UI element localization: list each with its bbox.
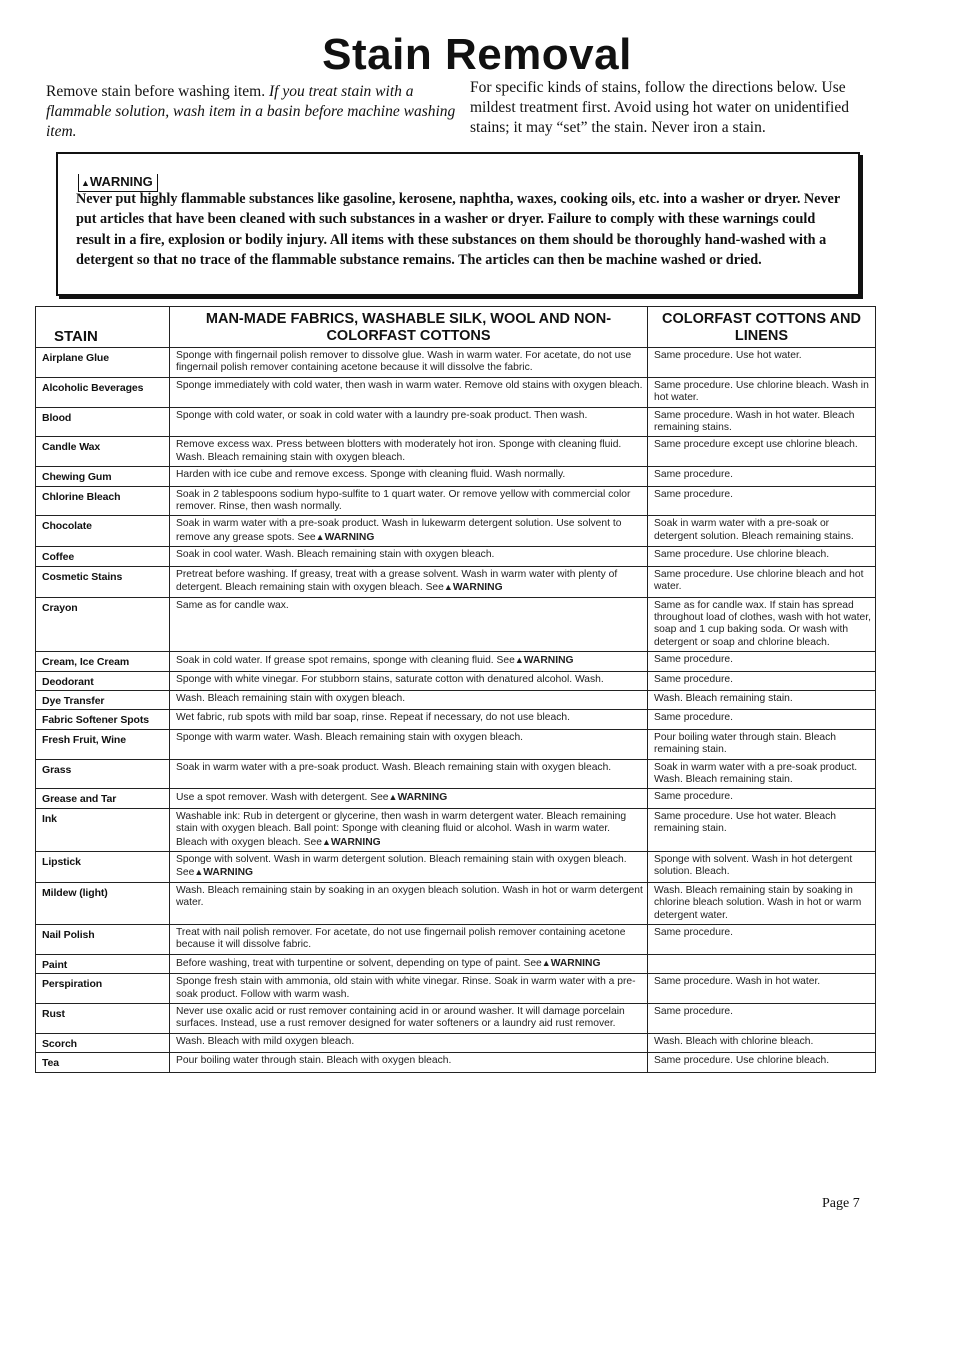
table-row	[36, 516, 876, 547]
table-row	[36, 925, 876, 955]
stain-name: Fresh Fruit, Wine	[36, 729, 170, 759]
man-made-procedure-text: Pour boiling water through stain. Bleach with oxygen bleach.	[176, 1055, 452, 1067]
man-made-procedure	[170, 954, 648, 973]
man-made-procedure-text: Soak in warm water with a pre-soak product. Wash. Bleach remaining stain with oxygen bleach.	[176, 761, 612, 773]
man-made-procedure	[170, 974, 648, 1004]
warning-triangle-icon: ▲	[81, 178, 90, 188]
colorfast-procedure: Same procedure. Use chlorine bleach.	[648, 1053, 876, 1072]
man-made-procedure	[170, 1053, 648, 1072]
table-row	[36, 759, 876, 789]
table-row	[36, 690, 876, 709]
stain-name: Tea	[36, 1053, 170, 1072]
man-made-procedure-text: Wash. Bleach with mild oxygen bleach.	[176, 1035, 355, 1047]
colorfast-procedure: Wash. Bleach remaining stain by soaking in chlorine bleach solution. Wash in hot or warm detergent water.	[648, 882, 876, 924]
table-row	[36, 348, 876, 378]
man-made-procedure	[170, 1004, 648, 1034]
man-made-procedure-text: Use a spot remover. Wash with detergent. See	[176, 792, 389, 804]
man-made-procedure-text: Soak in cool water. Wash. Bleach remaining stain with oxygen bleach.	[176, 549, 495, 561]
stain-name: Grass	[36, 759, 170, 789]
table-row	[36, 437, 876, 467]
table-row	[36, 729, 876, 759]
warning-triangle-icon: ▲	[321, 836, 331, 847]
stain-name: Lipstick	[36, 852, 170, 883]
man-made-procedure	[170, 467, 648, 486]
table-header-row	[36, 307, 876, 348]
warning-triangle-icon: ▲	[194, 867, 204, 878]
warning-triangle-icon: ▲	[541, 957, 551, 968]
man-made-procedure	[170, 690, 648, 709]
colorfast-procedure: Sponge with solvent. Wash in hot detergent solution. Bleach.	[648, 852, 876, 883]
colorfast-procedure: Same procedure.	[648, 710, 876, 729]
man-made-procedure	[170, 547, 648, 566]
man-made-procedure-text: Before washing, treat with turpentine or solvent, depending on type of paint. See	[176, 957, 542, 969]
man-made-procedure-text: Pretreat before washing. If greasy, treat with a grease solvent. Wash in warm water with plenty of detergent. Bleach remaining stain with oxygen bleach. See	[176, 568, 618, 594]
colorfast-procedure: Same procedure.	[648, 1004, 876, 1034]
warning-text: Never put highly flammable substances like gasoline, kerosene, naphtha, waxes, cooking oils, etc. into a washer or dryer. Never put articles that have been cleaned with such substances in a washer or dryer. Failure to comply with these warnings could result in a fire, explosion or bodily injury. All items with these substances on them should be thoroughly hand-washed with a detergent so that no trace of the flammable substance remains. The articles can then be machine washed or dried.	[76, 191, 840, 269]
table-row	[36, 710, 876, 729]
colorfast-procedure: Same procedure except use chlorine bleach.	[648, 437, 876, 467]
man-made-procedure	[170, 437, 648, 467]
man-made-procedure	[170, 710, 648, 729]
stain-name: Chewing Gum	[36, 467, 170, 486]
column-header-man-made: MAN-MADE FABRICS, WASHABLE SILK, WOOL AND NON-COLORFAST COTTONS	[170, 307, 648, 348]
man-made-procedure	[170, 729, 648, 759]
stain-name: Chlorine Bleach	[36, 486, 170, 516]
table-row	[36, 852, 876, 883]
stain-name: Fabric Softener Spots	[36, 710, 170, 729]
colorfast-procedure: Same procedure. Wash in hot water.	[648, 974, 876, 1004]
page-number: Page 7	[822, 1196, 860, 1211]
warning-reference: ▲WARNING	[541, 957, 601, 969]
colorfast-procedure: Same procedure. Use chlorine bleach and hot water.	[648, 566, 876, 597]
man-made-procedure-text: Sponge fresh stain with ammonia, old stain with white vinegar. Rinse. Soak in warm water with a pre-soak product. Follow with warm wash.	[176, 976, 636, 1000]
man-made-procedure-text: Sponge with solvent. Wash in warm detergent solution. Bleach remaining stain with oxygen bleach. See	[176, 854, 627, 879]
stain-name: Cream, Ice Cream	[36, 652, 170, 671]
stain-name: Cosmetic Stains	[36, 566, 170, 597]
man-made-procedure-text: Wash. Bleach remaining stain with oxygen bleach.	[176, 692, 406, 704]
table-row	[36, 377, 876, 407]
stain-name: Dye Transfer	[36, 690, 170, 709]
intro-left-italic: If you treat stain with a flammable solution, wash item in a basin before machine washing item.	[46, 83, 456, 140]
man-made-procedure-text: Wash. Bleach remaining stain by soaking in an oxygen bleach solution. Wash in hot or warm detergent water.	[176, 884, 643, 909]
warning-triangle-icon: ▲	[514, 655, 524, 666]
table-row	[36, 547, 876, 566]
warning-triangle-icon: ▲	[388, 792, 398, 803]
stain-name: Scorch	[36, 1033, 170, 1052]
man-made-procedure-text: Harden with ice cube and remove excess. Sponge with cleaning fluid. Wash normally.	[176, 469, 566, 481]
man-made-procedure-text: Washable ink: Rub in detergent or glycerine, then wash in warm detergent water. Bleach remaining stain with oxygen bleach. Ball point: Sponge with cleaning fluid or alcohol. Wash in warm water. Bleach with oxygen bleach. See	[176, 810, 627, 848]
colorfast-procedure: Same procedure.	[648, 925, 876, 955]
table-row	[36, 1053, 876, 1072]
warning-reference: ▲WARNING	[388, 792, 448, 804]
intro-right-paragraph: For specific kinds of stains, follow the directions below. Use mildest treatment first. Avoid using hot water on unidentified stains; it may “set” the stain. Never iron a stain.	[470, 79, 849, 136]
stain-name: Alcoholic Beverages	[36, 377, 170, 407]
stain-name: Ink	[36, 808, 170, 851]
colorfast-procedure	[648, 954, 876, 973]
man-made-procedure	[170, 377, 648, 407]
page-title: Stain Removal	[322, 30, 632, 79]
stain-name: Nail Polish	[36, 925, 170, 955]
warning-label: ▲WARNING	[78, 174, 158, 192]
colorfast-procedure: Wash. Bleach with chlorine bleach.	[648, 1033, 876, 1052]
warning-triangle-icon: ▲	[315, 531, 325, 542]
stain-name: Crayon	[36, 597, 170, 652]
man-made-procedure	[170, 759, 648, 789]
table-row	[36, 407, 876, 437]
stain-name: Airplane Glue	[36, 348, 170, 378]
colorfast-procedure: Same procedure. Use chlorine bleach. Wash in hot water.	[648, 377, 876, 407]
warning-triangle-icon: ▲	[443, 582, 453, 593]
stain-name: Coffee	[36, 547, 170, 566]
table-row	[36, 974, 876, 1004]
man-made-procedure	[170, 925, 648, 955]
stain-removal-table	[35, 306, 876, 1073]
man-made-procedure	[170, 882, 648, 924]
colorfast-procedure: Soak in warm water with a pre-soak or detergent solution. Bleach remaining stains.	[648, 516, 876, 547]
column-header-stain: STAIN	[36, 307, 170, 348]
colorfast-procedure: Wash. Bleach remaining stain.	[648, 690, 876, 709]
man-made-procedure-text: Sponge with fingernail polish remover to dissolve glue. Wash in warm water. For acetate, do not use fingernail polish remover containing acetone because it will dissolve the fabric.	[176, 350, 632, 374]
man-made-procedure	[170, 1033, 648, 1052]
man-made-procedure-text: Soak in cold water. If grease spot remains, sponge with cleaning fluid. See	[176, 655, 515, 667]
table-row	[36, 486, 876, 516]
warning-box	[56, 152, 860, 296]
table-row	[36, 1004, 876, 1034]
man-made-procedure-text: Soak in warm water with a pre-soak product. Wash in lukewarm detergent solution. Use solvent to remove any grease spots. See	[176, 518, 622, 543]
man-made-procedure-text: Sponge with warm water. Wash. Bleach remaining stain with oxygen bleach.	[176, 731, 524, 743]
stain-name: Candle Wax	[36, 437, 170, 467]
colorfast-procedure: Same procedure. Wash in hot water. Bleach remaining stains.	[648, 407, 876, 437]
man-made-procedure	[170, 348, 648, 378]
stain-name: Grease and Tar	[36, 789, 170, 808]
table-row	[36, 1033, 876, 1052]
stain-name: Mildew (light)	[36, 882, 170, 924]
man-made-procedure	[170, 407, 648, 437]
man-made-procedure	[170, 597, 648, 652]
man-made-procedure	[170, 852, 648, 883]
man-made-procedure	[170, 566, 648, 597]
man-made-procedure-text: Sponge with cold water, or soak in cold water with a laundry pre-soak product. Then wash.	[176, 409, 588, 421]
column-header-colorfast: COLORFAST COTTONS AND LINENS	[648, 307, 876, 348]
colorfast-procedure: Same procedure.	[648, 789, 876, 808]
stain-name: Chocolate	[36, 516, 170, 547]
colorfast-procedure: Same procedure.	[648, 486, 876, 516]
table-row	[36, 954, 876, 973]
man-made-procedure	[170, 671, 648, 690]
stain-name: Deodorant	[36, 671, 170, 690]
man-made-procedure-text: Sponge immediately with cold water, then wash in warm water. Remove old stains with oxygen bleach.	[176, 379, 643, 391]
table-row	[36, 808, 876, 851]
colorfast-procedure: Pour boiling water through stain. Bleach remaining stain.	[648, 729, 876, 759]
man-made-procedure	[170, 652, 648, 671]
warning-reference: ▲WARNING	[321, 836, 381, 848]
stain-name: Perspiration	[36, 974, 170, 1004]
colorfast-procedure: Same procedure. Use hot water.	[648, 348, 876, 378]
colorfast-procedure: Same procedure.	[648, 671, 876, 690]
stain-name: Paint	[36, 954, 170, 973]
table-body	[36, 348, 876, 1073]
intro-left-paragraph	[46, 82, 456, 142]
colorfast-procedure: Same procedure.	[648, 652, 876, 671]
colorfast-procedure: Same procedure. Use hot water. Bleach remaining stain.	[648, 808, 876, 851]
warning-reference: ▲WARNING	[443, 582, 503, 594]
table-row	[36, 467, 876, 486]
colorfast-procedure: Soak in warm water with a pre-soak product. Wash. Bleach remaining stain.	[648, 759, 876, 789]
table-row	[36, 597, 876, 652]
intro-left-normal: Remove stain before washing item.	[46, 83, 269, 100]
table-row	[36, 652, 876, 671]
stain-name: Blood	[36, 407, 170, 437]
warning-reference: ▲WARNING	[514, 655, 574, 667]
man-made-procedure-text: Never use oxalic acid or rust remover containing acid in or around washer. It will damage porcelain surfaces. Instead, use a rust remover designed for water softeners or a laundry aid rust remover.	[176, 1006, 625, 1030]
man-made-procedure-text: Wet fabric, rub spots with mild bar soap, rinse. Repeat if necessary, do not use bleach.	[176, 712, 570, 724]
man-made-procedure-text: Remove excess wax. Press between blotters with moderately hot iron. Sponge with cleaning fluid. Wash. Bleach remaining stain with oxygen bleach.	[176, 439, 622, 463]
man-made-procedure	[170, 789, 648, 808]
stain-name: Rust	[36, 1004, 170, 1034]
table-row	[36, 882, 876, 924]
man-made-procedure-text: Treat with nail polish remover. For acetate, do not use fingernail polish remover containing acetone because it will dissolve fabric.	[176, 927, 626, 951]
man-made-procedure-text: Same as for candle wax.	[176, 599, 289, 611]
man-made-procedure	[170, 486, 648, 516]
colorfast-procedure: Same as for candle wax. If stain has spread throughout load of clothes, wash with hot water, soap and 1 cup baking soda. Or wash with detergent or soap and chlorine bleach.	[648, 597, 876, 652]
man-made-procedure	[170, 516, 648, 547]
man-made-procedure-text: Sponge with white vinegar. For stubborn stains, saturate cotton with denatured alcohol. Wash.	[176, 673, 604, 685]
table-row	[36, 671, 876, 690]
man-made-procedure-text: Soak in 2 tablespoons sodium hypo-sulfite to 1 quart water. Or remove yellow with commercial color remover. Rinse, then wash normally.	[176, 488, 631, 513]
colorfast-procedure: Same procedure.	[648, 467, 876, 486]
table-row	[36, 789, 876, 808]
man-made-procedure	[170, 808, 648, 851]
colorfast-procedure: Same procedure. Use chlorine bleach.	[648, 547, 876, 566]
table-row	[36, 566, 876, 597]
warning-reference: ▲WARNING	[194, 867, 254, 879]
warning-reference: ▲WARNING	[315, 531, 375, 543]
